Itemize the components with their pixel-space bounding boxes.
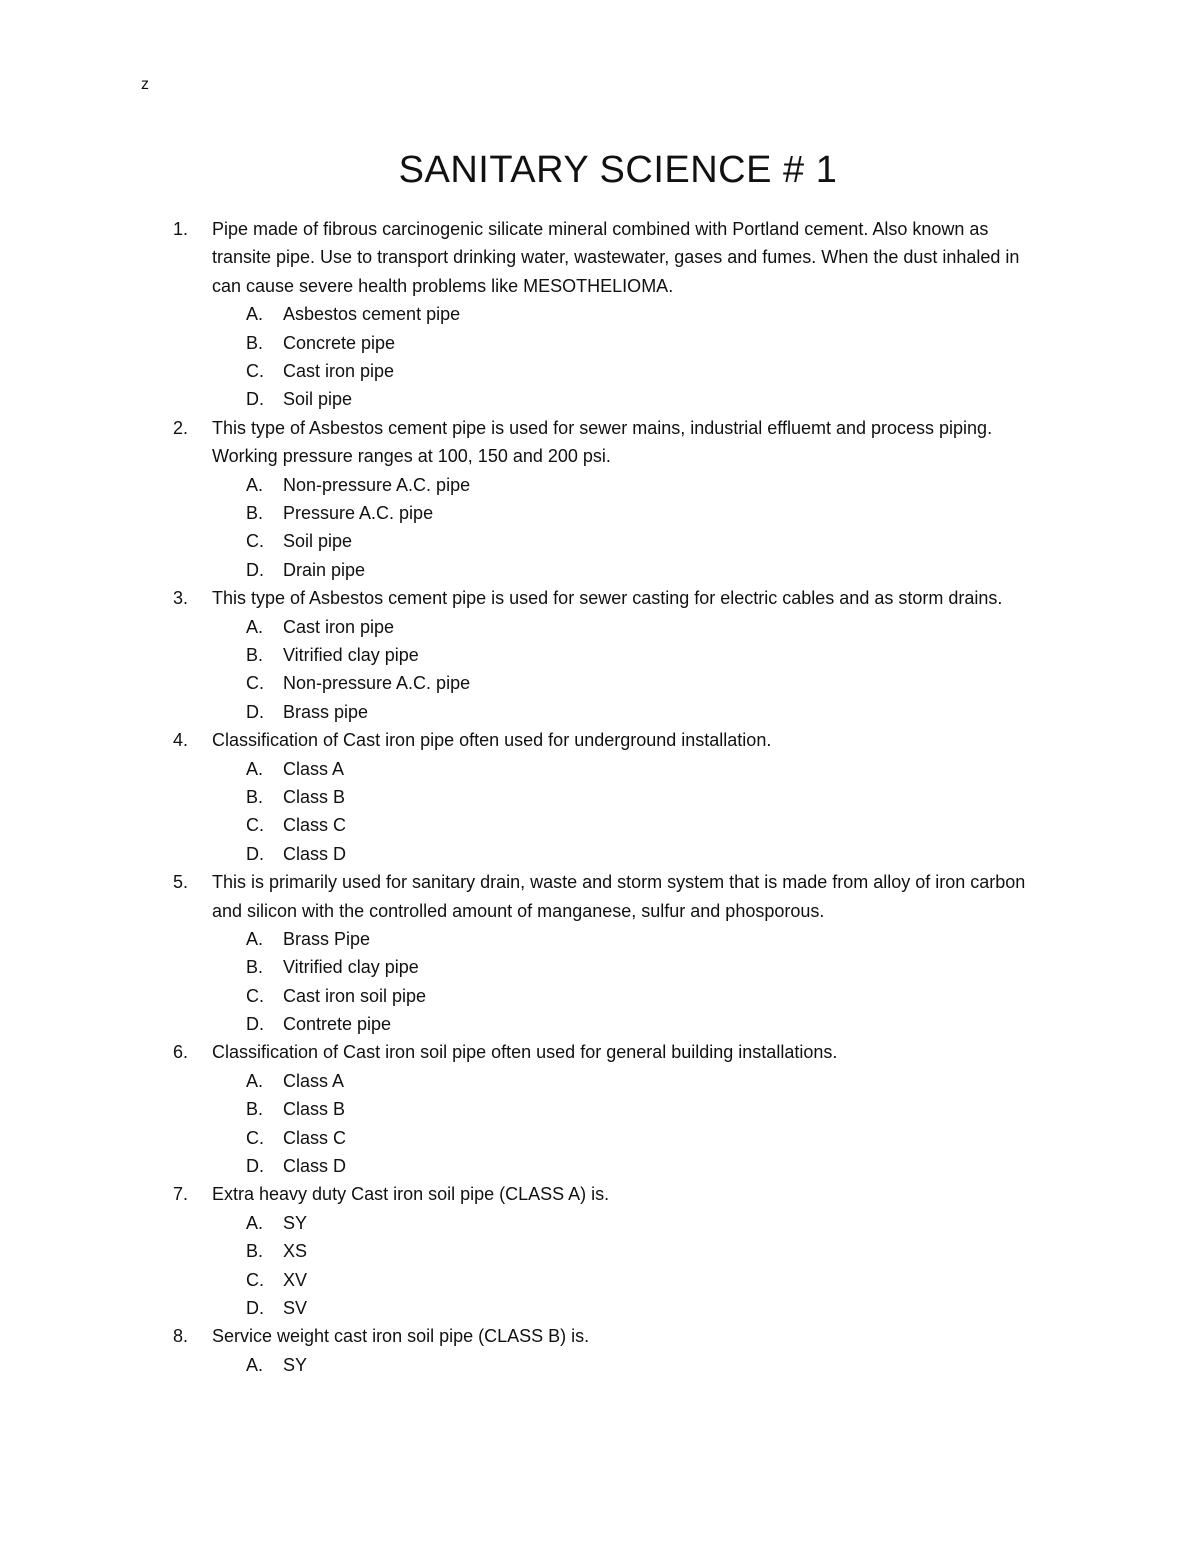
question-number: 5. [173,872,189,893]
option-letter: B. [246,332,264,353]
question-number: 4. [173,730,189,751]
option-text: Brass Pipe [283,928,371,949]
option-letter: B. [246,644,264,665]
answer-option [0,953,1200,981]
answer-option [0,329,1200,357]
answer-option [0,669,1200,697]
option-letter: D. [246,1298,264,1319]
question-7 [0,1180,1200,1322]
question-text: This is primarily used for sanitary drain, waste and storm system that is made from alloy of iron carbon and silicon with the controlled amount of manganese, sulfur and phosporous. [212,872,1026,921]
option-letter: D. [246,701,264,722]
answer-option [0,811,1200,839]
question-text: This type of Asbestos cement pipe is used for sewer mains, industrial effluemt and process piping. Working pressure ranges at 100, 150 and 200 psi. [212,417,993,467]
option-text: Class C [283,1127,347,1148]
option-text: Class A [283,1070,345,1091]
question-number: 8. [173,1326,189,1347]
option-text: Drain pipe [283,559,366,580]
option-list [0,755,1200,869]
question-4 [0,726,1200,868]
question-number: 7. [173,1184,189,1205]
option-text: Cast iron pipe [283,616,395,637]
question-8 [0,1322,1200,1379]
answer-option [0,499,1200,527]
answer-option [0,1067,1200,1095]
question-number: 3. [173,588,189,609]
option-letter: B. [246,1241,264,1262]
answer-option [0,1124,1200,1152]
question-text: Classification of Cast iron pipe often used for underground installation. [212,730,772,751]
option-list [0,1067,1200,1181]
option-text: Class C [283,815,347,836]
option-text: Vitrified clay pipe [283,957,419,978]
answer-option [0,613,1200,641]
option-text: Non-pressure A.C. pipe [283,673,471,694]
option-letter: A. [246,758,264,779]
option-text: SY [283,1354,308,1375]
option-text: Vitrified clay pipe [283,644,419,665]
option-letter: D. [246,559,264,580]
option-letter: C. [246,985,264,1006]
page-title: SANITARY SCIENCE # 1 [398,149,838,191]
answer-option [0,1010,1200,1038]
answer-option [0,1237,1200,1265]
option-letter: B. [246,957,264,978]
answer-option [0,755,1200,783]
answer-option [0,925,1200,953]
option-letter: A. [246,1354,264,1375]
option-letter: A. [246,928,264,949]
option-text: Class D [283,843,347,864]
option-list [0,1209,1200,1323]
question-text: Pipe made of fibrous carcinogenic silicate mineral combined with Portland cement. Also known as transite pipe. Use to transport drinking water, wastewater, gases and fumes. When the dust inhaled in can cause severe health problems like MESOTHELIOMA. [212,219,1020,296]
question-text: Extra heavy duty Cast iron soil pipe (CLASS A) is. [212,1184,610,1205]
option-list [0,1351,1200,1379]
option-letter: A. [246,616,264,637]
question-5 [0,868,1200,1038]
option-letter: A. [246,1070,264,1091]
option-letter: D. [246,389,264,410]
option-letter: D. [246,843,264,864]
option-text: Pressure A.C. pipe [283,502,434,523]
question-text: This type of Asbestos cement pipe is used for sewer casting for electric cables and as storm drains. [212,588,1003,609]
option-text: Class D [283,1156,347,1177]
answer-option [0,385,1200,413]
option-text: SY [283,1212,308,1233]
question-list [0,215,1200,1379]
option-text: Contrete pipe [283,1014,392,1035]
option-letter: D. [246,1014,264,1035]
option-letter: A. [246,304,264,325]
answer-option [0,641,1200,669]
option-list [0,613,1200,727]
answer-option [0,982,1200,1010]
option-text: XV [283,1269,308,1290]
question-6 [0,1038,1200,1180]
answer-option [0,556,1200,584]
option-text: SV [283,1298,308,1319]
option-text: Soil pipe [283,389,353,410]
answer-option [0,1095,1200,1123]
answer-option [0,698,1200,726]
option-list [0,925,1200,1039]
question-number: 1. [173,219,189,239]
header-mark: z [141,76,149,93]
answer-option [0,1152,1200,1180]
option-letter: B. [246,786,264,807]
answer-option [0,300,1200,328]
answer-option [0,840,1200,868]
option-text: Concrete pipe [283,332,396,353]
option-text: XS [283,1241,308,1262]
option-list [0,300,1200,414]
question-2 [0,414,1200,584]
option-text: Brass pipe [283,701,369,722]
option-letter: C. [246,1269,264,1290]
option-letter: C. [246,531,264,552]
option-letter: B. [246,502,264,523]
question-number: 6. [173,1042,189,1063]
question-1 [0,215,1200,414]
option-text: Class B [283,786,346,807]
option-list [0,471,1200,585]
question-text: Service weight cast iron soil pipe (CLASS B) is. [212,1326,590,1347]
option-letter: A. [246,474,264,495]
option-letter: C. [246,1127,264,1148]
option-letter: D. [246,1156,264,1177]
option-letter: C. [246,673,264,694]
question-text: Classification of Cast iron soil pipe often used for general building installations. [212,1042,838,1063]
answer-option [0,527,1200,555]
answer-option [0,1266,1200,1294]
question-3 [0,584,1200,726]
answer-option [0,1209,1200,1237]
option-text: Cast iron pipe [283,361,395,381]
option-letter: A. [246,1212,264,1233]
question-number: 2. [173,417,189,438]
answer-option [0,357,1200,385]
option-text: Class B [283,1099,346,1120]
answer-option [0,1294,1200,1322]
answer-option [0,471,1200,499]
option-text: Cast iron soil pipe [283,985,427,1006]
option-text: Soil pipe [283,531,353,552]
answer-option [0,1351,1200,1379]
answer-option [0,783,1200,811]
option-text: Non-pressure A.C. pipe [283,474,471,495]
option-text: Class A [283,758,345,779]
option-letter: B. [246,1099,264,1120]
option-letter: C. [246,361,264,381]
option-text: Asbestos cement pipe [283,304,461,325]
option-letter: C. [246,815,264,836]
